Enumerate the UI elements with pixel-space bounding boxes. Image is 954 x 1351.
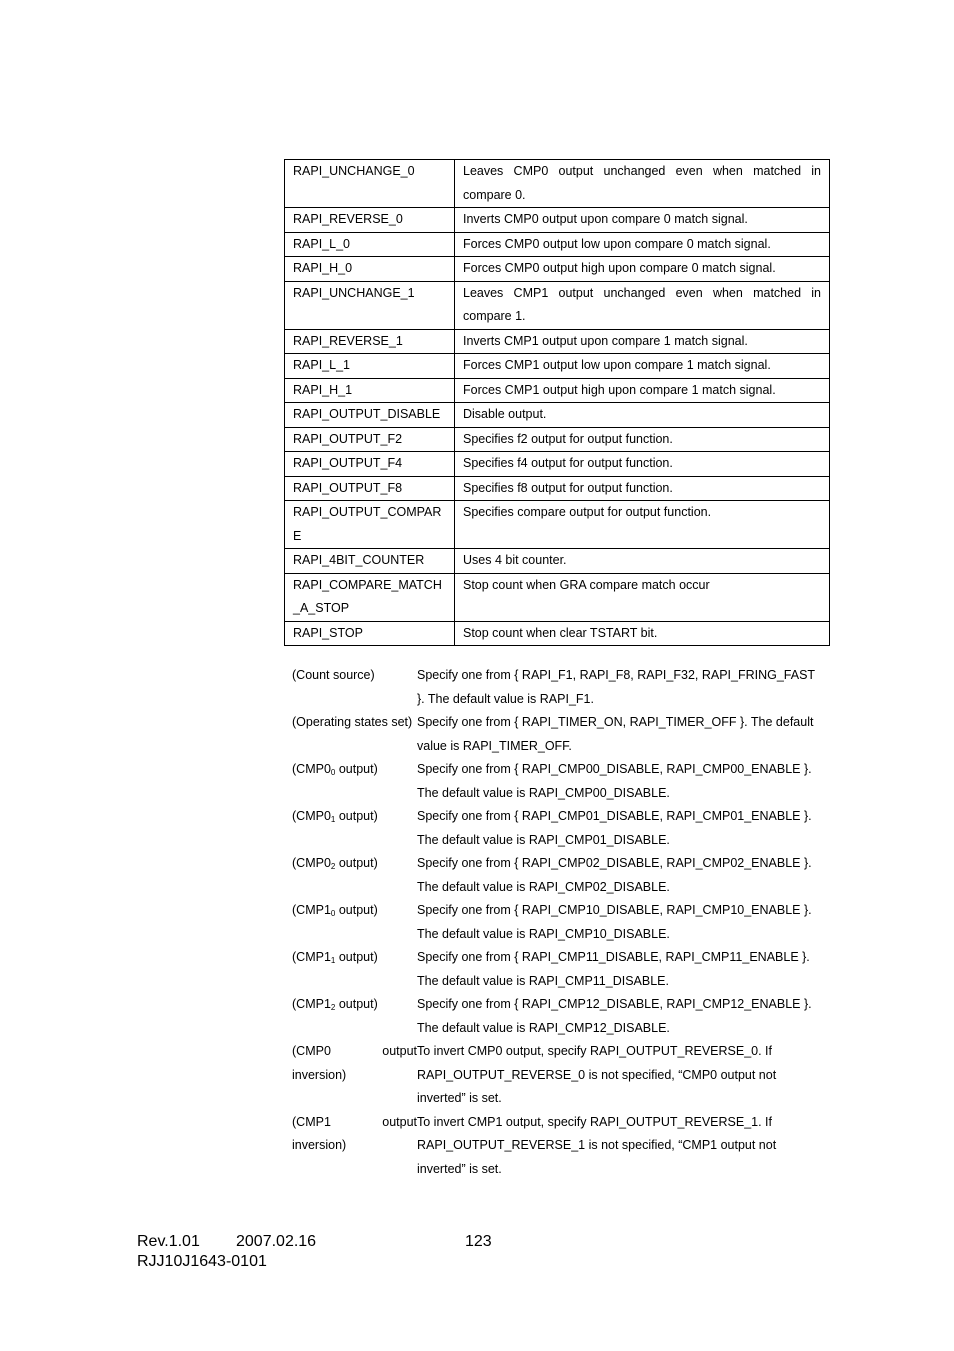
constant-name: RAPI_OUTPUT_DISABLE	[285, 403, 455, 428]
parameter-name: (CMP1 output inversion)	[292, 1114, 417, 1152]
constant-description: Leaves CMP1 output unchanged even when matched in compare 1.	[455, 281, 830, 329]
parameter-row	[292, 805, 822, 852]
constant-description: Specifies f8 output for output function.	[455, 476, 830, 501]
constant-description: Stop count when clear TSTART bit.	[455, 621, 830, 646]
parameter-name-subscript: 1	[330, 815, 336, 824]
constant-description: Specifies f2 output for output function.	[455, 427, 830, 452]
parameter-name: (Operating states set)	[292, 715, 413, 729]
parameter-row	[292, 899, 822, 946]
constant-name: RAPI_UNCHANGE_0	[285, 160, 455, 208]
parameter-row	[292, 852, 822, 899]
constant-name: RAPI_OUTPUT_F4	[285, 452, 455, 477]
constant-name: RAPI_UNCHANGE_1	[285, 281, 455, 329]
constant-name: RAPI_STOP	[285, 621, 455, 646]
parameter-name	[292, 899, 417, 946]
parameter-name-suffix: output)	[335, 903, 378, 917]
parameter-name-subscript: 0	[330, 909, 336, 918]
revision-line	[137, 1232, 316, 1252]
table-row	[285, 160, 830, 208]
table-row	[285, 621, 830, 646]
table-row	[285, 354, 830, 379]
revision: Rev.1.01	[137, 1233, 200, 1250]
table-row	[285, 427, 830, 452]
constant-name: RAPI_OUTPUT_F2	[285, 427, 455, 452]
table-row	[285, 549, 830, 574]
parameter-name	[292, 993, 417, 1040]
parameter-name-subscript: 0	[330, 768, 336, 777]
constant-description: Inverts CMP1 output upon compare 1 match signal.	[455, 329, 830, 354]
parameter-row	[292, 946, 822, 993]
parameter-name-subscript: 2	[330, 1003, 336, 1012]
constant-name: RAPI_L_0	[285, 232, 455, 257]
table-row	[285, 257, 830, 282]
parameter-row	[292, 664, 822, 711]
constant-name: RAPI_H_0	[285, 257, 455, 282]
parameter-description: Specify one from { RAPI_CMP10_DISABLE, RAPI_CMP10_ENABLE }. The default value is RAPI_CMP10_DISABLE.	[417, 903, 812, 941]
parameter-description: Specify one from { RAPI_F1, RAPI_F8, RAPI_F32, RAPI_FRING_FAST }. The default value is RAPI_F1.	[417, 668, 815, 706]
parameter-name-suffix: output)	[335, 950, 378, 964]
constant-name: RAPI_OUTPUT_F8	[285, 476, 455, 501]
definitions-table	[284, 159, 830, 646]
table-row	[285, 232, 830, 257]
table-row	[285, 452, 830, 477]
parameter-description: Specify one from { RAPI_CMP00_DISABLE, RAPI_CMP00_ENABLE }. The default value is RAPI_CMP00_DISABLE.	[417, 762, 812, 800]
parameter-name-suffix: output)	[335, 762, 378, 776]
table-row	[285, 403, 830, 428]
constant-name: RAPI_REVERSE_0	[285, 208, 455, 233]
constant-description: Stop count when GRA compare match occur	[455, 573, 830, 621]
constant-description: Specifies compare output for output function.	[455, 501, 830, 549]
parameter-description: Specify one from { RAPI_CMP02_DISABLE, RAPI_CMP02_ENABLE }. The default value is RAPI_CMP02_DISABLE.	[417, 856, 812, 894]
parameter-name-suffix: output)	[335, 856, 378, 870]
parameter-name	[292, 805, 417, 852]
constant-description: Disable output.	[455, 403, 830, 428]
parameter-row	[292, 1111, 822, 1182]
parameter-name-subscript: 2	[330, 862, 336, 871]
parameter-row	[292, 1040, 822, 1111]
constant-name: RAPI_L_1	[285, 354, 455, 379]
table-row	[285, 476, 830, 501]
parameter-name-suffix: output)	[335, 809, 378, 823]
table-row	[285, 378, 830, 403]
document-number: RJJ10J1643-0101	[137, 1253, 267, 1270]
revision-date: 2007.02.16	[236, 1233, 317, 1250]
parameter-name: (CMP0 output inversion)	[292, 1044, 417, 1082]
parameter-description: Specify one from { RAPI_CMP12_DISABLE, RAPI_CMP12_ENABLE }. The default value is RAPI_CMP12_DISABLE.	[417, 997, 812, 1035]
parameter-row	[292, 758, 822, 805]
constant-description: Forces CMP0 output low upon compare 0 match signal.	[455, 232, 830, 257]
parameter-name	[292, 946, 417, 993]
parameter-name-text: (CMP1	[292, 903, 331, 917]
constant-name: RAPI_4BIT_COUNTER	[285, 549, 455, 574]
constant-description: Inverts CMP0 output upon compare 0 match signal.	[455, 208, 830, 233]
parameter-description: Specify one from { RAPI_CMP01_DISABLE, RAPI_CMP01_ENABLE }. The default value is RAPI_CMP01_DISABLE.	[417, 809, 812, 847]
constant-description: Forces CMP0 output high upon compare 0 match signal.	[455, 257, 830, 282]
constant-name: RAPI_COMPARE_MATCH_A_STOP	[285, 573, 455, 621]
table-row	[285, 208, 830, 233]
parameter-name-text: (CMP0	[292, 762, 331, 776]
parameter-name: (Count source)	[292, 668, 375, 682]
table-row	[285, 329, 830, 354]
footer	[137, 1232, 316, 1272]
parameter-name	[292, 852, 417, 899]
constant-name: RAPI_OUTPUT_COMPARE	[285, 501, 455, 549]
constant-name: RAPI_REVERSE_1	[285, 329, 455, 354]
table-row	[285, 501, 830, 549]
page-number: 123	[465, 1233, 492, 1250]
constant-description: Forces CMP1 output high upon compare 1 match signal.	[455, 378, 830, 403]
parameter-name	[292, 758, 417, 805]
parameter-name-text: (CMP1	[292, 997, 331, 1011]
constant-description: Leaves CMP0 output unchanged even when matched in compare 0.	[455, 160, 830, 208]
parameter-name-subscript: 1	[330, 956, 336, 965]
constant-description: Forces CMP1 output low upon compare 1 match signal.	[455, 354, 830, 379]
parameter-list	[292, 664, 822, 1181]
parameter-description: Specify one from { RAPI_TIMER_ON, RAPI_TIMER_OFF }. The default value is RAPI_TIMER_OFF.	[417, 715, 814, 753]
constant-name: RAPI_H_1	[285, 378, 455, 403]
parameter-description: To invert CMP1 output, specify RAPI_OUTPUT_REVERSE_1. If RAPI_OUTPUT_REVERSE_1 is not specified, “CMP1 output not inverted” is set.	[417, 1114, 777, 1176]
parameter-description: Specify one from { RAPI_CMP11_DISABLE, RAPI_CMP11_ENABLE }. The default value is RAPI_CMP11_DISABLE.	[417, 950, 810, 988]
parameter-name-text: (CMP0	[292, 856, 331, 870]
parameter-name-suffix: output)	[335, 997, 378, 1011]
table-row	[285, 281, 830, 329]
constant-description: Specifies f4 output for output function.	[455, 452, 830, 477]
parameter-row	[292, 711, 822, 758]
parameter-name-text: (CMP0	[292, 809, 331, 823]
table-row	[285, 573, 830, 621]
parameter-row	[292, 993, 822, 1040]
parameter-name-text: (CMP1	[292, 950, 331, 964]
parameter-description: To invert CMP0 output, specify RAPI_OUTPUT_REVERSE_0. If RAPI_OUTPUT_REVERSE_0 is not specified, “CMP0 output not inverted” is set.	[417, 1044, 777, 1105]
constant-description: Uses 4 bit counter.	[455, 549, 830, 574]
